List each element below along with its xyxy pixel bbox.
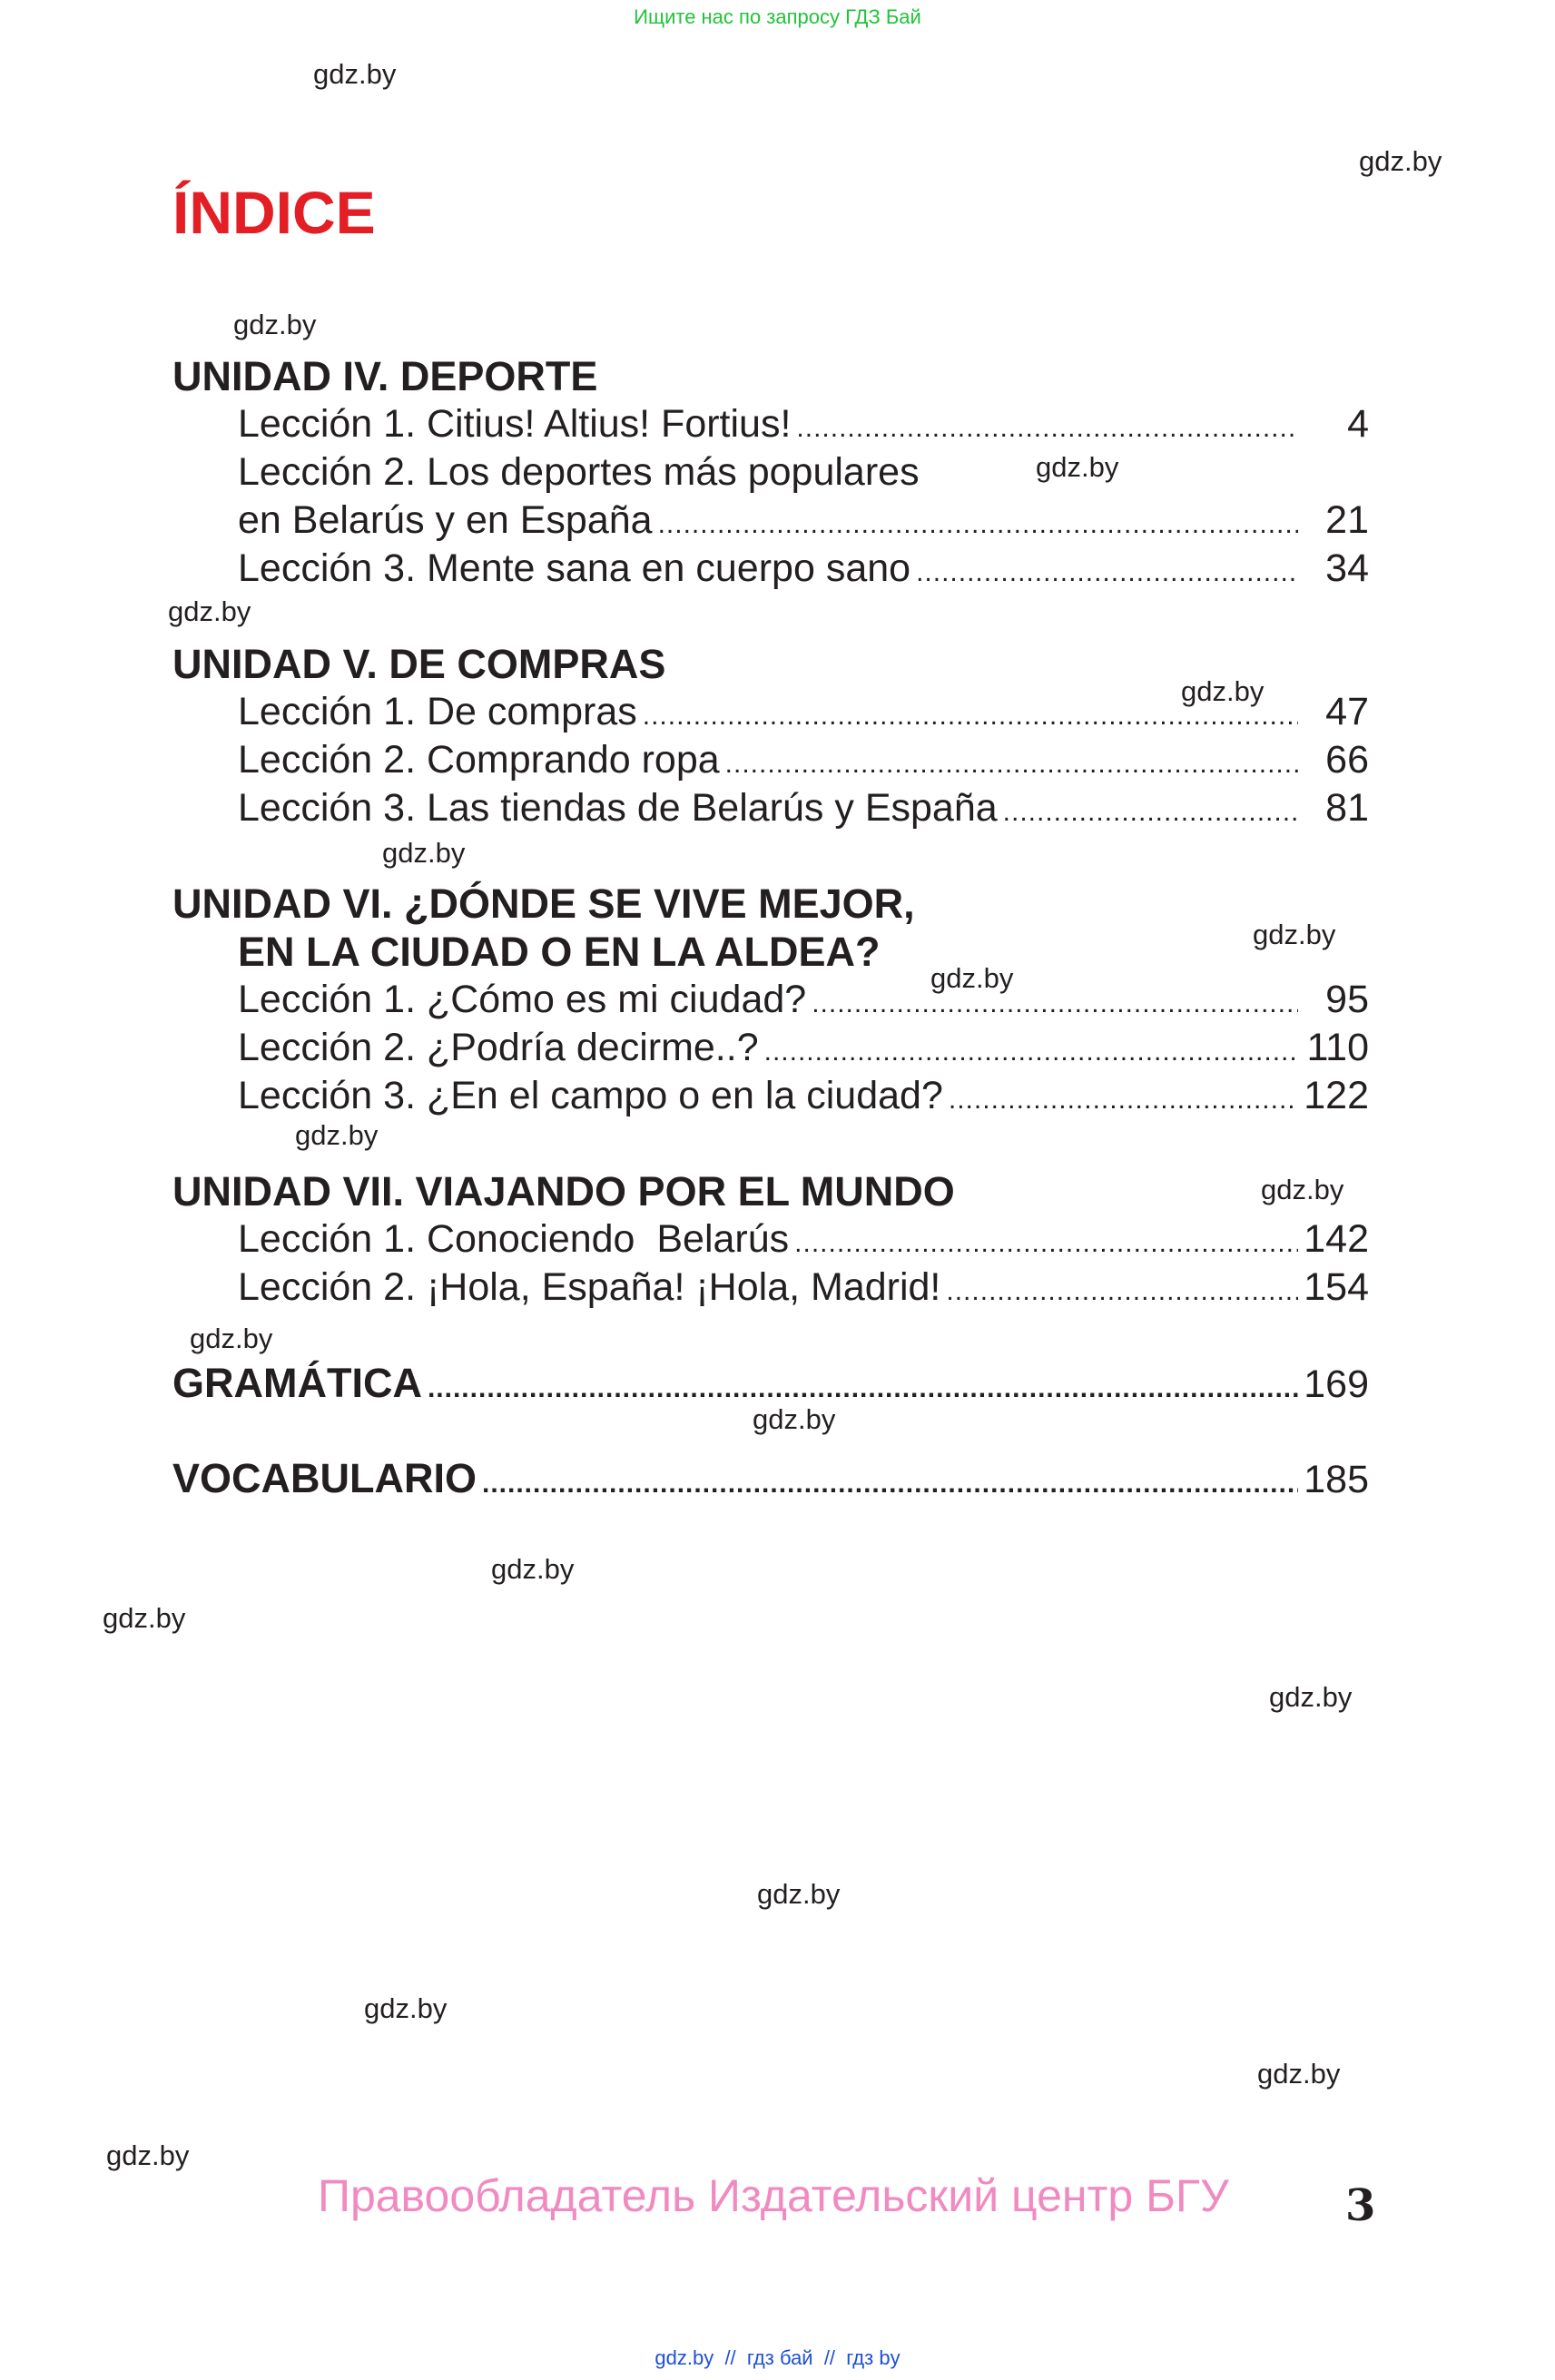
dot-leader [482,1460,1298,1508]
dot-leader [428,1364,1298,1412]
toc-entry [172,1454,1369,1502]
top-banner[interactable]: Ищите нас по запросу ГДЗ Бай [634,5,921,28]
toc-entry-page: 122 [1304,1074,1369,1117]
toc-entry-page: 185 [1304,1458,1369,1501]
toc-entry [172,545,1369,593]
watermark: gdz.by [1257,2058,1341,2090]
bottom-banner[interactable]: gdz.by // гдз бай // гдз by [654,2346,901,2369]
watermark: gdz.by [1036,451,1119,483]
dot-leader [725,740,1298,788]
page-number: 3 [1345,2180,1376,2231]
watermark: gdz.by [382,837,466,869]
dot-leader [796,404,1298,452]
watermark: gdz.by [753,1403,836,1435]
dot-leader [764,1028,1298,1076]
toc-entry-page: 142 [1304,1217,1369,1261]
toc-entry-title: Lección 2. Comprando ropa [238,738,720,782]
watermark: gdz.by [106,2139,190,2171]
unit-heading: UNIDAD VI. ¿DÓNDE SE VIVE MEJOR, [172,880,915,927]
copyright-holder: Правообладатель Издательский центр БГУ [318,2170,1229,2221]
unit-heading: UNIDAD VII. VIAJANDO POR EL MUNDO [172,1168,955,1215]
toc-entry-title: VOCABULARIO [172,1455,477,1501]
unit-heading-continued: EN LA CIUDAD O EN LA ALDEA? [238,929,881,975]
toc-entry-page: 34 [1325,546,1369,590]
toc-entry [172,1264,1369,1312]
toc-entry-page: 47 [1325,690,1369,733]
watermark: gdz.by [1181,675,1265,707]
toc-entry-title: Lección 3. Las tiendas de Belarús y España [238,786,998,830]
toc-entry-page: 110 [1306,1026,1369,1069]
watermark: gdz.by [1261,1174,1344,1205]
dot-leader [949,1076,1298,1124]
watermark: gdz.by [103,1602,186,1634]
toc-entry [172,1215,1369,1264]
dot-leader [643,692,1298,740]
dot-leader [1003,788,1298,836]
toc-entry-page: 21 [1325,498,1369,542]
watermark: gdz.by [1359,145,1442,177]
watermark: gdz.by [190,1323,273,1354]
watermark: gdz.by [1253,919,1336,950]
watermark: gdz.by [295,1119,379,1151]
toc-entry [172,1359,1369,1407]
dot-leader [812,979,1298,1028]
toc-entry-title: Lección 2. ¡Hola, España! ¡Hola, Madrid! [238,1265,941,1309]
dot-leader [658,500,1298,548]
toc-entry [172,688,1369,736]
watermark: gdz.by [364,1992,448,2024]
toc-entry-title: Lección 3. Mente sana en cuerpo sano [238,546,911,590]
toc-entry-page: 66 [1325,738,1369,782]
watermark: gdz.by [1269,1681,1353,1713]
toc-entry [172,784,1369,832]
watermark: gdz.by [313,58,397,90]
toc-entry [172,497,1369,545]
watermark: gdz.by [168,595,251,627]
watermark: gdz.by [233,309,317,340]
toc-entry-page: 154 [1304,1265,1369,1309]
toc-entry-title: Lección 2. Los deportes más populares [238,450,920,494]
dot-leader [946,1267,1298,1315]
toc-entry [172,1024,1369,1072]
page-title: ÍNDICE [172,179,376,246]
toc-entry-title: Lección 3. ¿En el campo o en la ciudad? [238,1074,943,1117]
dot-leader [916,548,1298,596]
toc-entry-title: Lección 1. De compras [238,690,637,733]
table-of-contents [172,352,1369,1502]
toc-entry-page: 169 [1304,1362,1369,1406]
toc-entry-title: Lección 1. Conociendo Belarús [238,1217,790,1261]
toc-entry-page: 81 [1325,786,1369,830]
watermark: gdz.by [491,1553,575,1585]
toc-entry [172,400,1369,448]
toc-entry-page: 95 [1325,978,1369,1021]
toc-entry-title: en Belarús y en España [238,498,653,542]
toc-entry [172,1072,1369,1120]
dot-leader [794,1219,1298,1267]
unit-heading: UNIDAD V. DE COMPRAS [172,641,666,687]
toc-entry-page: 4 [1347,402,1369,446]
toc-entry [172,736,1369,784]
watermark: gdz.by [757,1878,841,1910]
toc-entry-title: Lección 1. Citius! Altius! Fortius! [238,402,792,446]
unit-heading: UNIDAD IV. DEPORTE [172,353,598,399]
toc-entry [172,976,1369,1024]
toc-entry-title: Lección 1. ¿Cómo es mi ciudad? [238,978,807,1021]
toc-entry-title: Lección 2. ¿Podría decirme..? [238,1026,759,1069]
watermark: gdz.by [930,962,1014,994]
toc-entry-title: GRAMÁTICA [172,1360,422,1406]
